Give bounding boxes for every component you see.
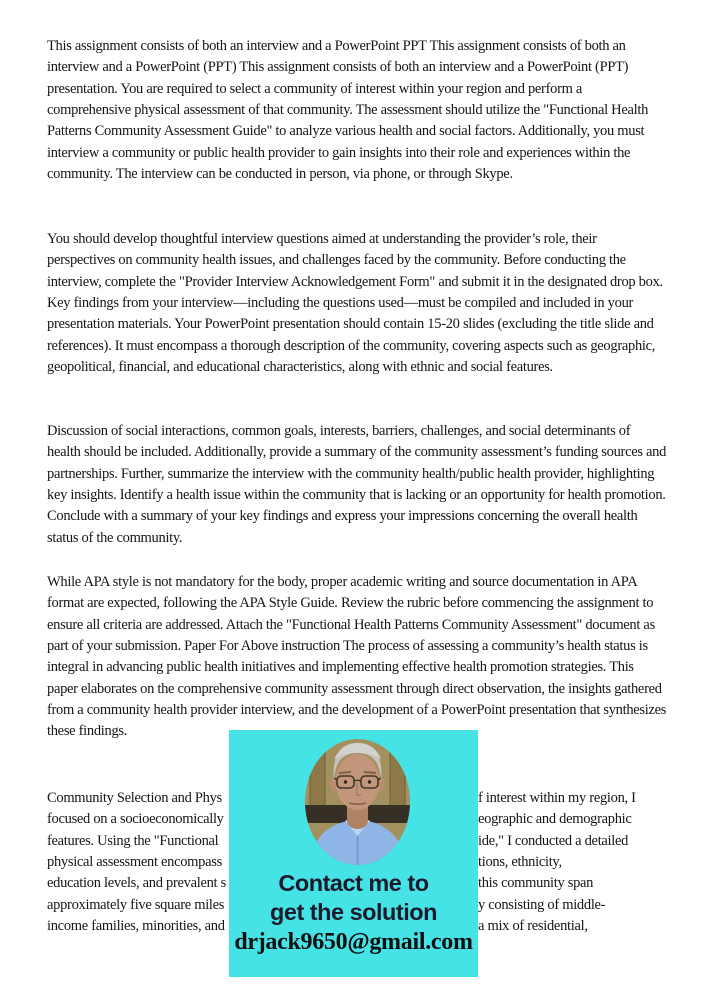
paragraph-1: This assignment consists of both an interview and a PowerPoint PPT This assignment consists of both an interview and a PowerPoint (PPT) This assignment consists of both an interview and a PowerPoint (PPT) presentation. You are required to select a community of interest within your region and perform a comprehensive physical assessment of that community. The assessment should utilize the "Functional Health Patterns Community Assessment Guide" to analyze various health and social factors. Additionally, you must interview a community or public health provider to gain insights into their role and experiences within the community. The interview can be conducted in person, via phone, or through Skype. (47, 38, 649, 182)
covered-line-left-fragment: education levels, and prevalent s (47, 875, 226, 892)
covered-line-right-fragment: this community span (478, 875, 594, 892)
contact-headline (229, 869, 478, 927)
covered-line-right-fragment: ide," I conducted a detailed (478, 832, 629, 849)
covered-line-right-fragment: tions, ethnicity, (478, 853, 562, 870)
covered-line-left-fragment: physical assessment encompass (47, 853, 222, 870)
contact-overlay-card (229, 730, 478, 977)
contact-headline-line1: Contact me to (278, 870, 429, 896)
covered-line-right-fragment: a mix of residential, (478, 917, 588, 934)
covered-line-left-fragment: features. Using the "Functional (47, 832, 219, 849)
paragraph-3: Discussion of social interactions, common goals, interests, barriers, challenges, and social determinants of health should be included. Additionally, provide a summary of the community assessment’s funding sources and partnerships. Further, summarize the interview with the community health/public health provider, highlighting key insights. Identify a health issue within the community that is lacking or an opportunity for health promotion. Conclude with a summary of your key findings and express your impressions concerning the overall health status of the community. (47, 423, 667, 546)
covered-line-right-fragment: f interest within my region, I (478, 790, 636, 806)
paragraph-2: You should develop thoughtful interview questions aimed at understanding the provider’s role, their perspectives on community health issues, and challenges faced by the community. Before conducting the interview, complete the "Provider Interview Acknowledgement Form" and submit it in the designated drop box. Key findings from your interview—including the questions used—must be compiled and included in your presentation materials. Your PowerPoint presentation should contain 15-20 slides (excluding the title slide and references). It must encompass a thorough description of the community, covering aspects such as geographic, geopolitical, financial, and educational characteristics, along with ethnic and social features. (47, 231, 663, 375)
covered-line-left-fragment: approximately five square miles (47, 896, 225, 913)
covered-line-right-fragment: y consisting of middle- (478, 896, 606, 913)
covered-line-left-fragment: Community Selection and Phys (47, 790, 222, 806)
covered-line-left-fragment: focused on a socioeconomically (47, 811, 224, 828)
portrait-photo (305, 739, 410, 865)
covered-line-right-fragment: eographic and demographic (478, 811, 632, 828)
contact-headline-line2: get the solution (270, 899, 437, 925)
covered-line-left-fragment: income families, minorities, and (47, 917, 225, 934)
contact-email: drjack9650@gmail.com (234, 929, 473, 955)
paragraph-4: While APA style is not mandatory for the body, proper academic writing and source documentation in APA format are expected, following the APA Style Guide. Review the rubric before commencing the assignment to ensure all criteria are addressed. Attach the "Functional Health Patterns Community Assessment" document as part of your submission. Paper For Above instruction The process of assessing a community’s health status is integral in advancing public health initiatives and implementing effective health promotion strategies. This paper elaborates on the comprehensive community assessment through direct observation, the insights gathered from a community health provider interview, and the development of a PowerPoint presentation that synthesizes these findings. (47, 574, 667, 740)
